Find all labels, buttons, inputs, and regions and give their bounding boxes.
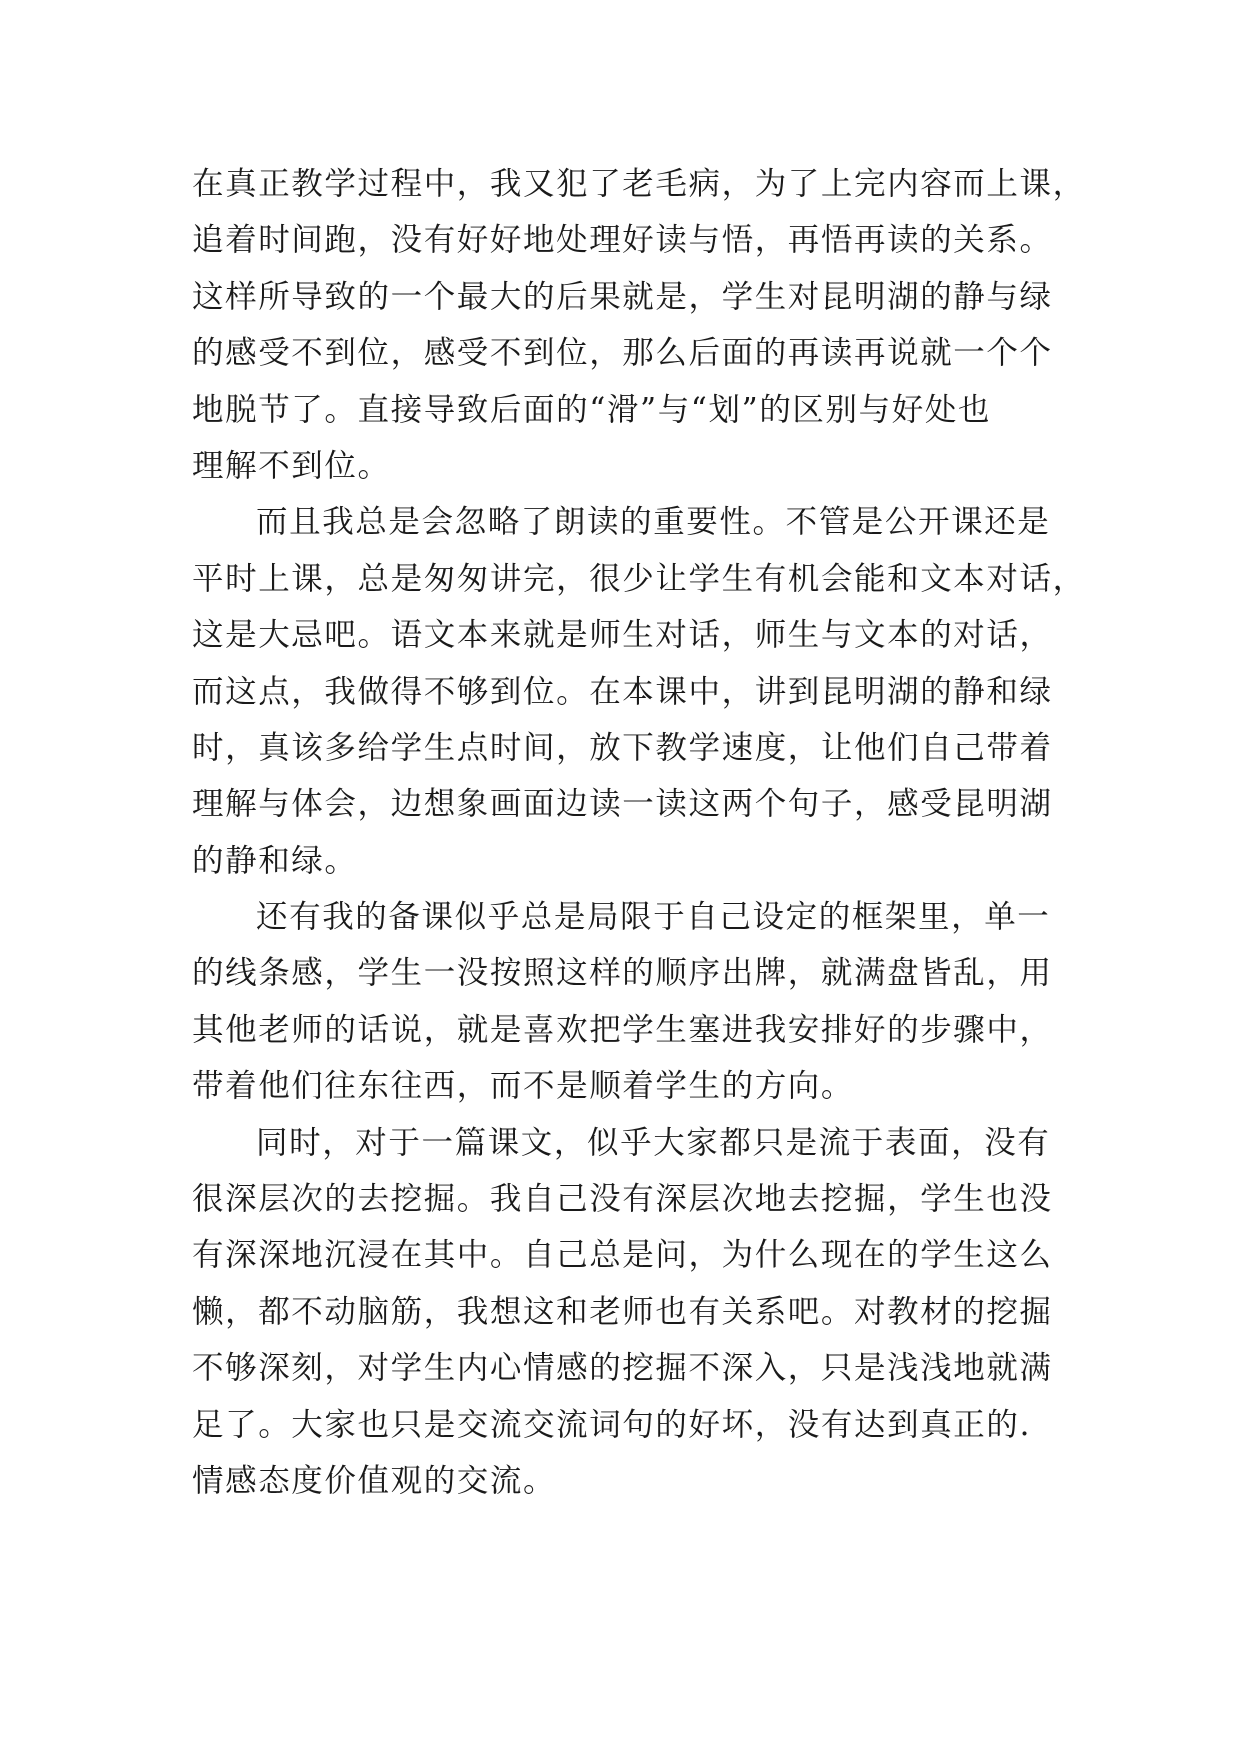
text-line: 不够深刻，对学生内心情感的挖掘不深入，只是浅浅地就满 xyxy=(192,1350,1053,1387)
text-line: 懒，都不动脑筋，我想这和老师也有关系吧。对教材的挖掘 xyxy=(192,1293,1053,1330)
text-line: 时，真该多给学生点时间，放下教学速度，让他们自己带着 xyxy=(192,729,1053,766)
paragraph-first-line: 还有我的备课似乎总是局限于自己设定的框架里，单一 xyxy=(256,899,1051,936)
text-line: 其他老师的话说，就是喜欢把学生塞进我安排好的步骤中， xyxy=(192,1011,1053,1048)
text-line: 平时上课，总是匆匆讲完，很少让学生有机会能和文本对话， xyxy=(192,560,1086,597)
text-line: 这样所导致的一个最大的后果就是，学生对昆明湖的静与绿 xyxy=(192,278,1053,315)
text-line: 理解与体会，边想象画面边读一读这两个句子，感受昆明湖 xyxy=(192,786,1053,823)
text-line: 足了。大家也只是交流交流词句的好坏，没有达到真正的. xyxy=(192,1406,1032,1443)
text-line: 在真正教学过程中，我又犯了老毛病，为了上完内容而上课， xyxy=(192,166,1086,202)
text-line: 追着时间跑，没有好好地处理好读与悟，再悟再读的关系。 xyxy=(192,222,1053,259)
text-line: 的静和绿。 xyxy=(192,842,358,879)
text-line: 地脱节了。直接导致后面的“滑”与“划”的区别与好处也 xyxy=(192,391,992,428)
text-line: 的感受不到位，感受不到位，那么后面的再读再说就一个个 xyxy=(192,335,1053,372)
text-line: 很深层次的去挖掘。我自己没有深层次地去挖掘，学生也没 xyxy=(192,1181,1053,1218)
text-line: 情感态度价值观的交流。 xyxy=(192,1462,557,1499)
text-line: 带着他们往东往西，而不是顺着学生的方向。 xyxy=(192,1068,855,1105)
body-text xyxy=(192,156,1086,1509)
paragraph-first-line: 而且我总是会忽略了朗读的重要性。不管是公开课还是 xyxy=(256,504,1051,541)
text-line: 的线条感，学生一没按照这样的顺序出牌，就满盘皆乱，用 xyxy=(192,955,1053,992)
text-line: 有深深地沉浸在其中。自己总是问，为什么现在的学生这么 xyxy=(192,1237,1053,1274)
text-line: 这是大忌吧。语文本来就是师生对话，师生与文本的对话， xyxy=(192,617,1053,654)
paragraph-first-line: 同时，对于一篇课文，似乎大家都只是流于表面，没有 xyxy=(256,1124,1051,1161)
text-line: 而这点，我做得不够到位。在本课中，讲到昆明湖的静和绿 xyxy=(192,673,1053,710)
text-line: 理解不到位。 xyxy=(192,447,391,484)
